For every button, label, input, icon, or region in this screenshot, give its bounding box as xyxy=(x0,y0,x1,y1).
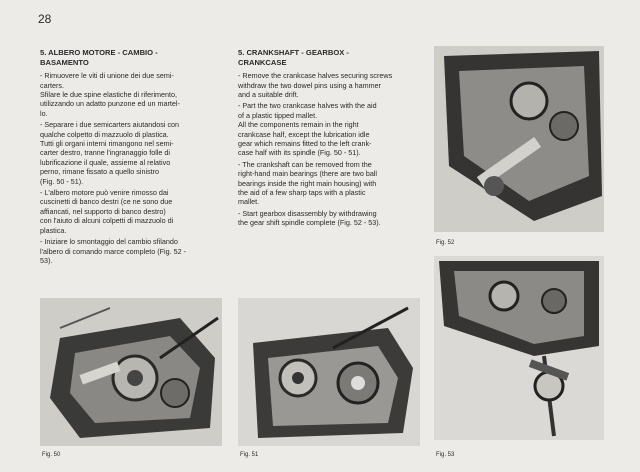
figure-50-caption: Fig. 50 xyxy=(42,452,61,458)
italian-title: 5. ALBERO MOTORE - CAMBIO - BASAMENTO xyxy=(40,48,158,67)
figure-51-caption: Fig. 51 xyxy=(240,452,259,458)
italian-item-2: - Separare i due semicarters aiutandosi con qualche colpetto di mazzuolo di plastica. Tutti gli organi interni rimangono nel semi- carter destro, tranne l'ingranaggio folle di lubrificazione il quale, assieme al relativo perno, rimane fissato a quello sinistro (Fig. 50 - 51). xyxy=(40,120,216,186)
english-item-3: - The crankshaft can be removed from the right-hand main bearings (there are two ball bearings inside the right main housing) with the aid of a few sharp taps with a plastic mallet. xyxy=(238,160,418,207)
italian-item-4: - Iniziare lo smontaggio del cambio sfilando l'albero di comando marce completo (Fig. 52 - 53). xyxy=(40,237,216,265)
figure-50-photo xyxy=(40,298,222,446)
figure-51-photo xyxy=(238,298,420,446)
figure-52-photo xyxy=(434,46,604,232)
english-item-1: - Remove the crankcase halves securing screws withdraw the two dowel pins using a hammer and a suitable drift. xyxy=(238,71,418,99)
page-number: 28 xyxy=(38,12,52,26)
figure-52-caption: Fig. 52 xyxy=(436,240,455,246)
italian-item-3: - L'albero motore può venire rimosso dai cuscinetti di banco destri (ce ne sono due affiancati, nel supporto di banco destro) con l'aiuto di alcuni colpetti di mazzuolo di plastica. xyxy=(40,188,216,235)
english-item-2: - Part the two crankcase halves with the aid of a plastic tipped mallet. All the components remain in the right crankcase half, except the lubrication idle gear which remains fitted to the left crank- case half with its spindle (Fig. 50 - 51). xyxy=(238,101,418,157)
figure-53-photo xyxy=(434,256,604,440)
english-title: 5. CRANKSHAFT - GEARBOX - CRANKCASE xyxy=(238,48,349,67)
italian-section xyxy=(40,48,216,267)
italian-item-1: - Rimuovere le viti di unione dei due semi- carters. Sfilare le due spine elastiche di riferimento, utilizzando un adatto punzone ed un martel- lo. xyxy=(40,71,216,118)
figure-53-caption: Fig. 53 xyxy=(436,452,455,458)
english-section xyxy=(238,48,418,230)
english-item-4: - Start gearbox disassembly by withdrawing the gear shift spindle complete (Fig. 52 - 53). xyxy=(238,209,418,228)
